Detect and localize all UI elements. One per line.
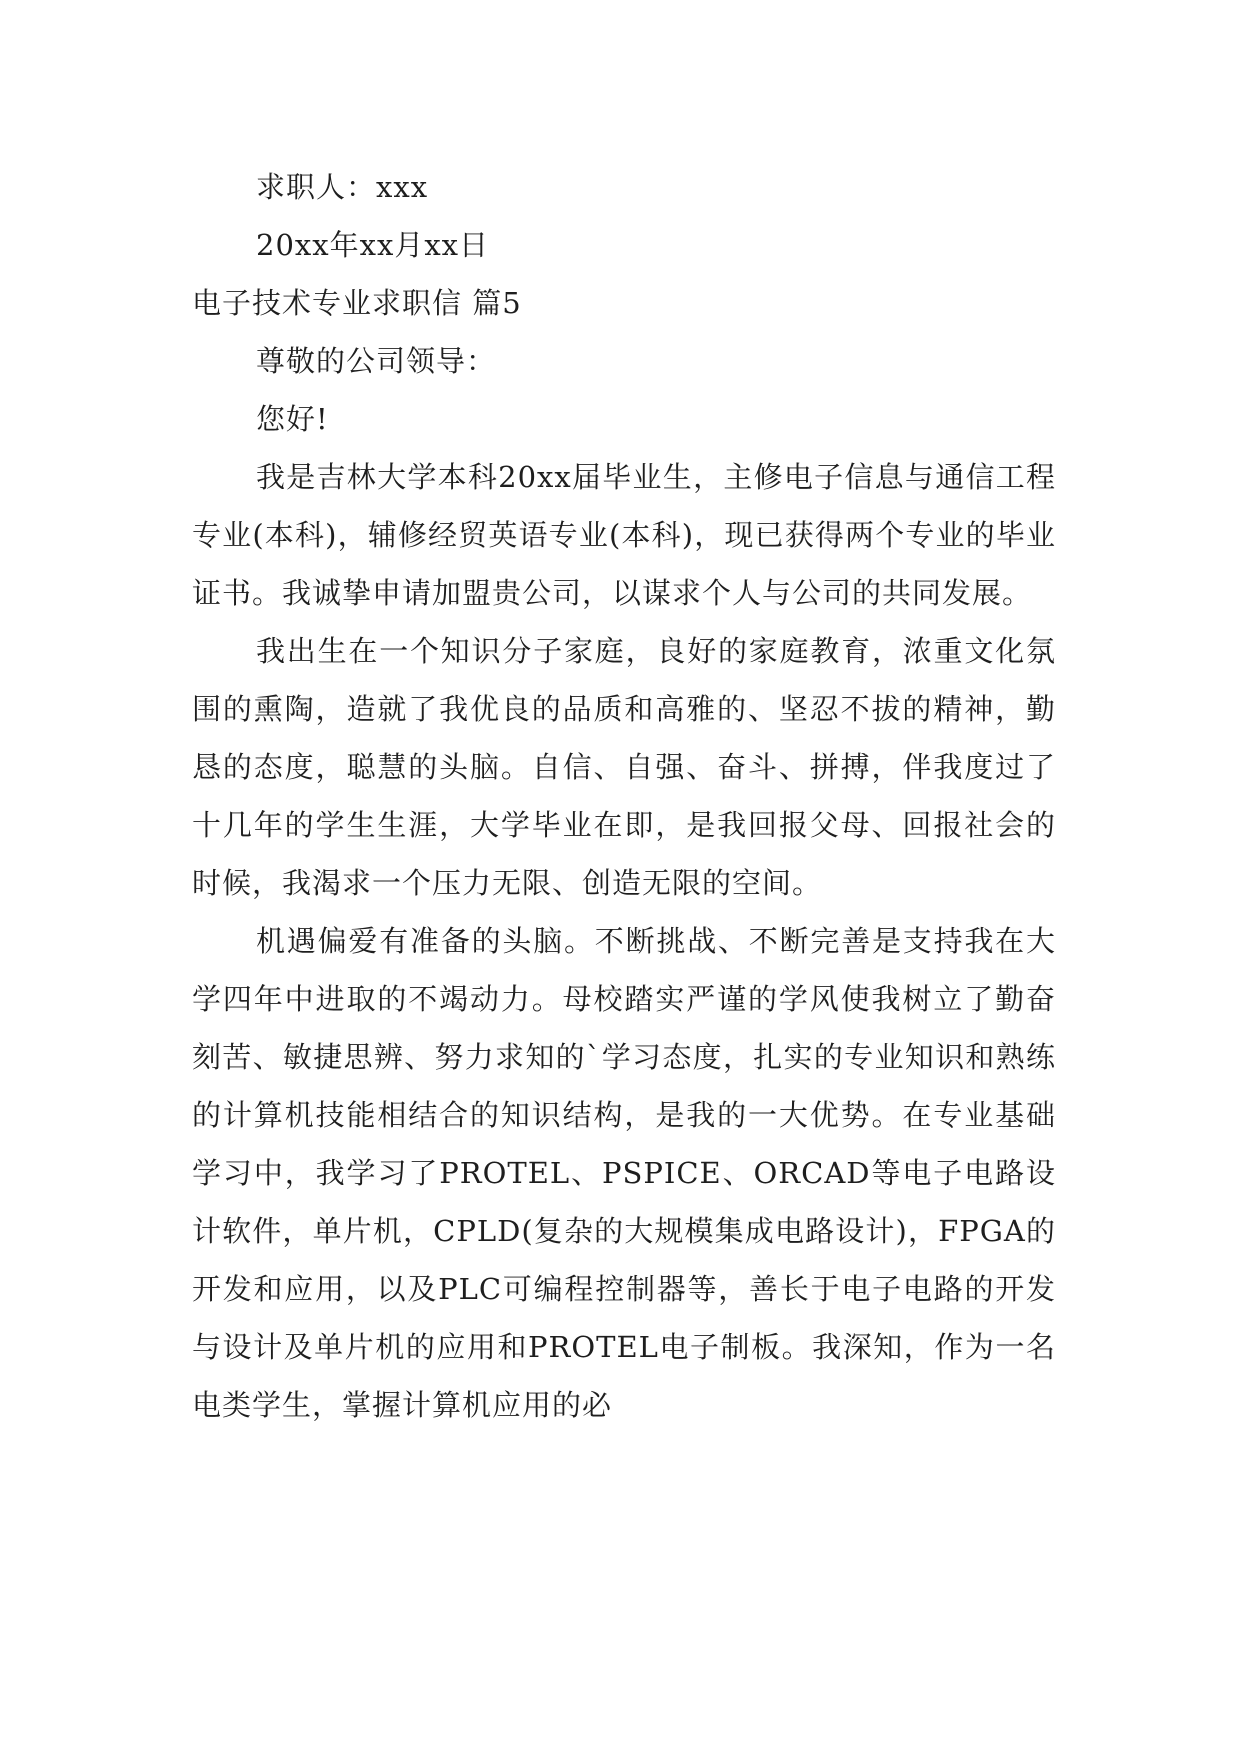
date-line: 20xx年xx月xx日 (256, 228, 490, 262)
salutation: 尊敬的公司领导： (256, 344, 497, 378)
signature-line: 求职人：xxx (256, 170, 429, 204)
paragraph: 我出生在一个知识分子家庭，良好的家庭教育，浓重文化氛围的熏陶，造就了我优良的品质和高雅的、坚忍不拔的精神，勤恳的态度，聪慧的头脑。自信、自强、奋斗、拼搏，伴我度过了十几年的学生生涯，大学毕业在即，是我回报父母、回报社会的时候，我渴求一个压力无限、创造无限的空间。 (192, 634, 1056, 900)
paragraph: 我是吉林大学本科20xx届毕业生，主修电子信息与通信工程专业(本科)，辅修经贸英语专业(本科)，现已获得两个专业的毕业证书。我诚挚申请加盟贵公司，以谋求个人与公司的共同发展。 (192, 460, 1056, 610)
greeting: 您好! (256, 402, 329, 436)
paragraph: 机遇偏爱有准备的头脑。不断挑战、不断完善是支持我在大学四年中进取的不竭动力。母校踏实严谨的学风使我树立了勤奋刻苦、敏捷思辨、努力求知的`学习态度，扎实的专业知识和熟练的计算机技能相结合的知识结构，是我的一大优势。在专业基础学习中，我学习了PROTEL、PSPICE、ORCAD等电子电路设计软件，单片机，CPLD(复杂的大规模集成电路设计)，FPGA的开发和应用，以及PLC可编程控制器等，善长于电子电路的开发与设计及单片机的应用和PROTEL电子制板。我深知，作为一名电类学生，掌握计算机应用的必 (192, 924, 1056, 1422)
section-title: 电子技术专业求职信 篇5 (192, 286, 522, 320)
letter-body (192, 158, 1056, 1434)
